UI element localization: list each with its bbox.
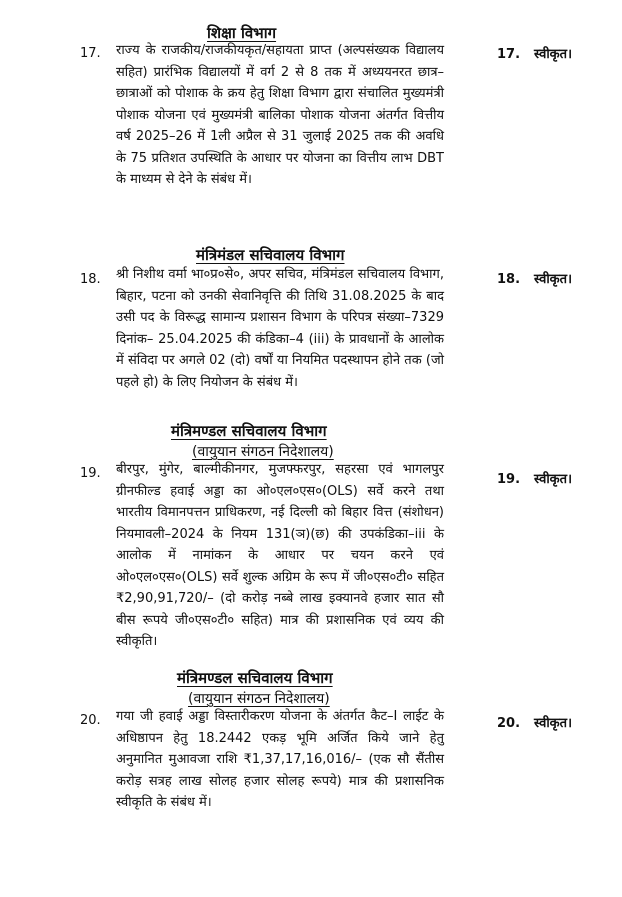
- status-number-18: 18.: [497, 272, 521, 287]
- section-heading-cabinet-secretariat: मंत्रिमंडल सचिवालय विभाग: [196, 246, 345, 264]
- section-subheading-aviation-directorate-1: (वायुयान संगठन निदेशालय): [192, 444, 334, 460]
- status-label-17: स्वीकृत।: [534, 47, 573, 62]
- item-number-18: 18.: [80, 272, 101, 287]
- item-number-20: 20.: [80, 713, 101, 728]
- item-number-17: 17.: [80, 46, 101, 61]
- item-text-20: गया जी हवाई अड्डा विस्तारीकरण योजना के अंतर्गत कैट–I लाईट के अधिष्ठापन हेतु 18.2442 एकड़ भूमि अर्जित किये जाने हेतु अनुमानित मुआवजा राशि ₹1,37,17,16,016/– (एक सौ सैंतीस करोड़ सत्रह लाख सोलह हजार सोलह रूपये) मात्र की प्रशासनिक स्वीकृति के संबंध में।: [116, 709, 444, 810]
- status-label-18: स्वीकृत।: [534, 272, 573, 287]
- item-text-17: राज्य के राजकीय/राजकीयकृत/सहायता प्राप्त (अल्पसंख्यक विद्यालय सहित) प्रारंभिक विद्यालयों में वर्ग 2 से 8 तक में अध्ययनरत छात्र–छात्राओं को पोशाक के क्रय हेतु शिक्षा विभाग द्वारा संचालित मुख्यमंत्री पोशाक योजना एवं मुख्यमंत्री बालिका पोशाक योजना अंतर्गत वित्तीय वर्ष 2025–26 में 1ली अप्रैल से 31 जुलाई 2025 तक की अवधि के 75 प्रतिशत उपस्थिति के आधार पर योजना का वित्तीय लाभ DBT के माध्यम से देने के संबंध में।: [116, 43, 444, 187]
- section-heading-cabinet-secretariat-aviation-1: मंत्रिमण्डल सचिवालय विभाग: [171, 422, 327, 440]
- status-17: [497, 44, 572, 62]
- section-heading-education: शिक्षा विभाग: [207, 24, 277, 42]
- status-label-20: स्वीकृत।: [534, 716, 573, 731]
- item-number-19: 19.: [80, 466, 101, 481]
- status-18: [497, 269, 572, 287]
- section-subheading-aviation-directorate-2: (वायुयान संगठन निदेशालय): [188, 691, 330, 707]
- status-label-19: स्वीकृत।: [534, 472, 573, 487]
- status-number-17: 17.: [497, 47, 521, 62]
- item-text-18: श्री निशीथ वर्मा भा०प्र०से०, अपर सचिव, मंत्रिमंडल सचिवालय विभाग, बिहार, पटना को उनकी सेवानिवृत्ति की तिथि 31.08.2025 के बाद उसी पद के विरूद्ध सामान्य प्रशासन विभाग के परिपत्र संख्या–7329 दिनांक– 25.04.2025 की कंडिका–4 (iii) के प्रावधानों के आलोक में संविदा पर अगले 02 (दो) वर्षों या नियमित पदस्थापन होने तक (जो पहले हो) के लिए नियोजन के संबंध में।: [116, 267, 444, 390]
- status-20: [497, 713, 572, 731]
- status-number-20: 20.: [497, 716, 521, 731]
- status-number-19: 19.: [497, 472, 521, 487]
- item-text-19: बीरपुर, मुंगेर, बाल्मीकीनगर, मुजफ्फरपुर, सहरसा एवं भागलपुर ग्रीनफील्ड हवाई अड्डा का ओ०एल०एस०(OLS) सर्वे करने तथा भारतीय विमानपत्तन प्राधिकरण, नई दिल्ली को बिहार वित्त (संशोधन) नियमावली–2024 के नियम 131(ञ)(छ) की उपकंडिका–iii के आलोक में नामांकन के आधार पर चयन करने एवं ओ०एल०एस०(OLS) सर्वे शुल्क अग्रिम के रूप में जी०एस०टी० सहित ₹2,90,91,720/– (दो करोड़ नब्बे लाख इक्यानवे हजार सात सौ बीस रूपये जी०एस०टी० सहित) मात्र की प्रशासनिक एवं व्यय की स्वीकृति।: [116, 462, 444, 649]
- status-19: [497, 469, 572, 487]
- section-heading-cabinet-secretariat-aviation-2: मंत्रिमण्डल सचिवालय विभाग: [177, 669, 333, 687]
